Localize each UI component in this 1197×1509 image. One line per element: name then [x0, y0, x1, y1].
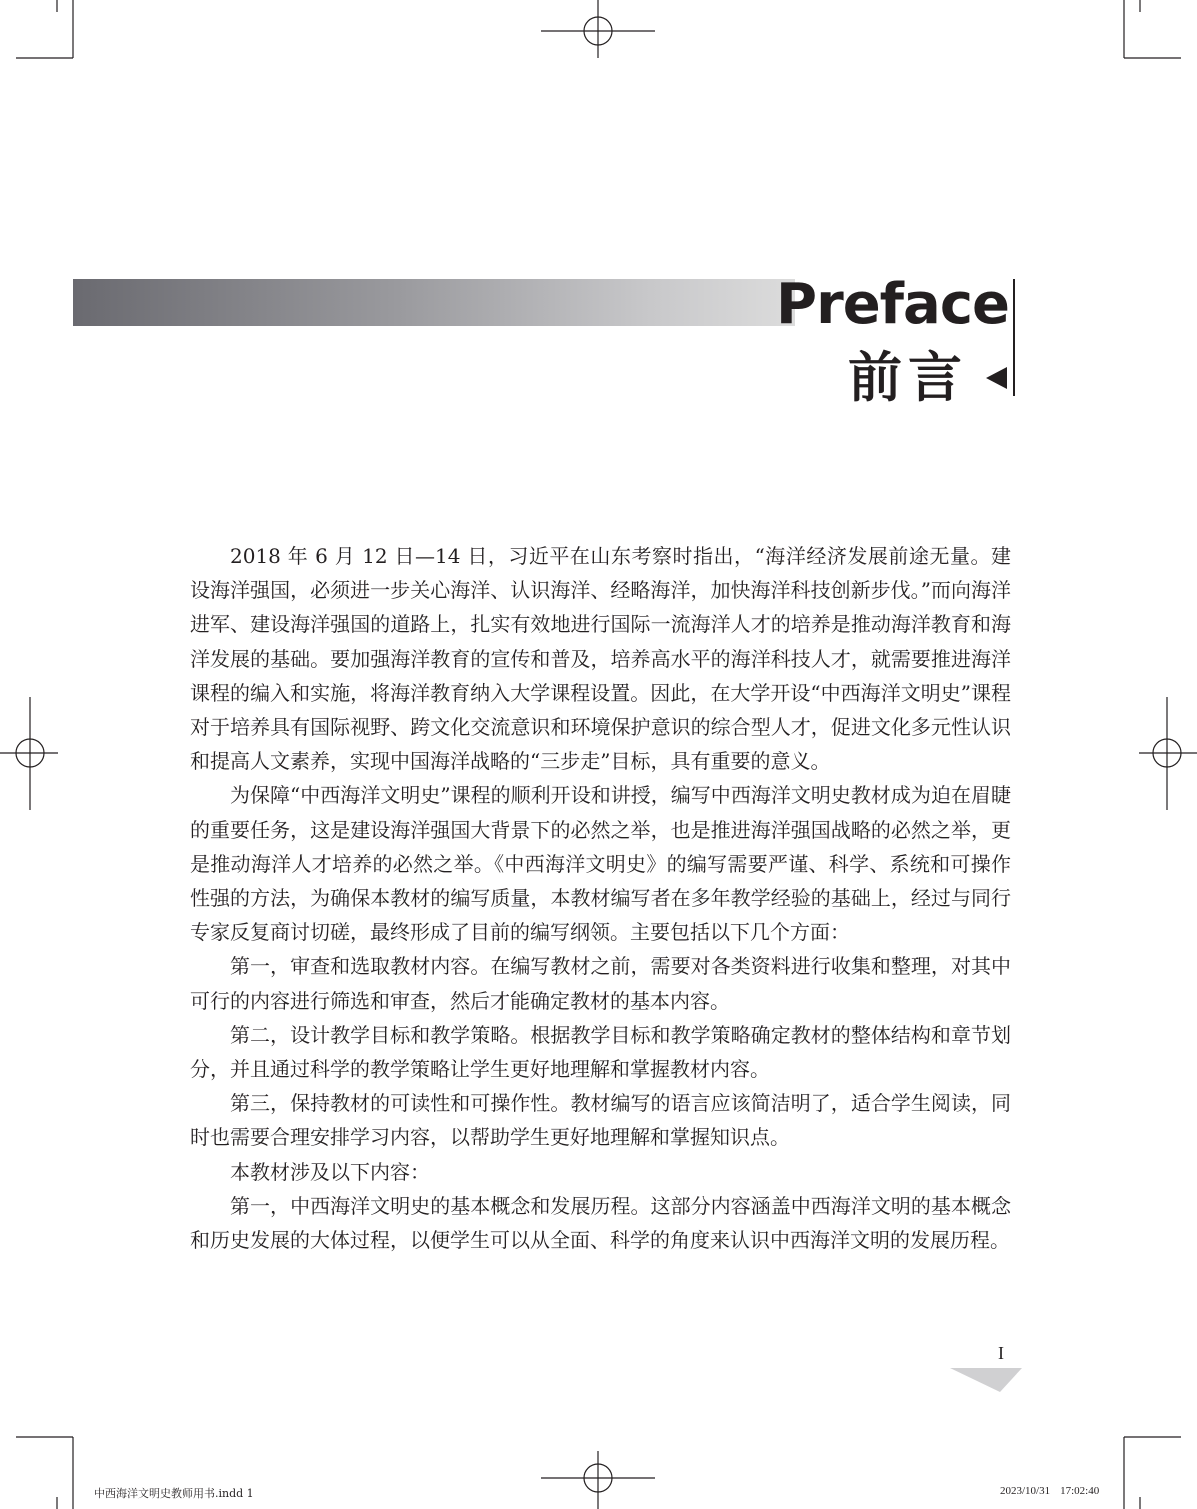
registration-mark-left: [0, 697, 58, 810]
page-number: I: [998, 1343, 1004, 1363]
footer-timestamp: [1000, 1485, 1099, 1497]
paragraph: 2018 年 6 月 12 日—14 日，习近平在山东考察时指出，“海洋经济发展前途无量。建设海洋强国，必须进一步关心海洋、认识海洋、经略海洋，加快海洋科技创新步伐。”而向海洋进军、建设海洋强国的道路上，扎实有效地进行国际一流海洋人才的培养是推动海洋教育和海洋发展的基础。要加强海洋教育的宣传和普及，培养高水平的海洋科技人才，就需要推进海洋课程的编入和实施，将海洋教育纳入大学课程设置。因此，在大学开设“中西海洋文明史”课程对于培养具有国际视野、跨文化交流意识和环境保护意识的综合型人才，促进文化多元性认识和提高人文素养，实现中国海洋战略的“三步走”目标，具有重要的意义。: [190, 544, 1011, 774]
paragraph: 为保障“中西海洋文明史”课程的顺利开设和讲授，编写中西海洋文明史教材成为迫在眉睫的重要任务，这是建设海洋强国大背景下的必然之举，也是推进海洋强国战略的必然之举，更是推动海洋人才培养的必然之举。《中西海洋文明史》的编写需要严谨、科学、系统和可操作性强的方法，为确保本教材的编写质量，本教材编写者在多年教学经验的基础上，经过与同行专家反复商讨切磋，最终形成了目前的编写纲领。主要包括以下几个方面：: [190, 783, 1011, 945]
title-arrow-icon: [986, 367, 1007, 389]
registration-mark-top: [541, 0, 655, 58]
footer-date: 2023/10/31: [1000, 1485, 1051, 1497]
preface-body: [190, 539, 1011, 1257]
footer-time: 17:02:40: [1060, 1485, 1100, 1497]
paragraph: 本教材涉及以下内容：: [230, 1159, 430, 1184]
paragraph: 第一，中西海洋文明史的基本概念和发展历程。这部分内容涵盖中西海洋文明的基本概念和历史发展的大体过程，以便学生可以从全面、科学的角度来认识中西海洋文明的发展历程。: [190, 1193, 1011, 1253]
header-gradient-bar: [73, 279, 795, 326]
paragraph: 第三，保持教材的可读性和可操作性。教材编写的语言应该简洁明了，适合学生阅读，同时也需要合理安排学习内容，以帮助学生更好地理解和掌握知识点。: [190, 1091, 1011, 1150]
registration-mark-right: [1139, 697, 1197, 810]
title-vertical-rule: [1013, 279, 1015, 396]
page-corner-triangle: [950, 1368, 1022, 1392]
registration-mark-bottom: [541, 1451, 655, 1509]
paragraph: 第二，设计教学目标和教学策略。根据教学目标和教学策略确定教材的整体结构和章节划分，并且通过科学的教学策略让学生更好地理解和掌握教材内容。: [190, 1022, 1011, 1082]
page-title-english: Preface: [776, 272, 1009, 337]
paragraph: 第一，审查和选取教材内容。在编写教材之前，需要对各类资料进行收集和整理，对其中可行的内容进行筛选和审查，然后才能确定教材的基本内容。: [190, 954, 1011, 1013]
footer-file-label: 中西海洋文明史教师用书.indd 1: [94, 1487, 254, 1500]
page-title-chinese: 前言: [848, 345, 968, 409]
